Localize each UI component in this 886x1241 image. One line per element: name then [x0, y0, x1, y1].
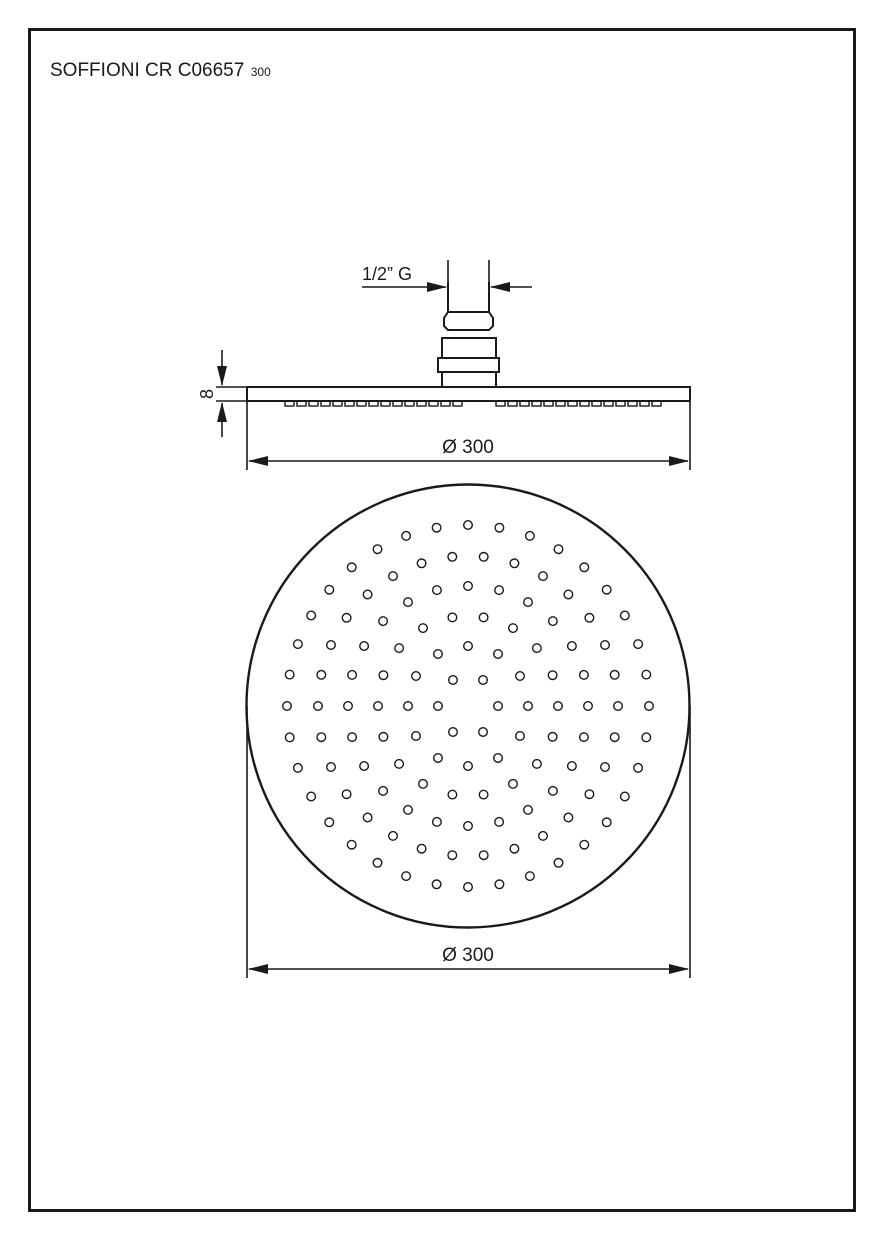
nozzle-hole [347, 840, 356, 849]
nozzle-hole [402, 532, 411, 541]
connector-base [442, 372, 496, 387]
nozzle-hole [419, 624, 428, 633]
nozzle-hole [412, 672, 421, 681]
nozzle-hole [464, 642, 473, 651]
nozzle-hole [494, 702, 503, 711]
nozzle-hole [373, 545, 382, 554]
nozzle-hole [549, 787, 558, 796]
nozzle-hole [433, 818, 442, 827]
nozzle-hole [548, 733, 557, 742]
nozzle-hole [524, 806, 533, 815]
nozzle-hole [495, 586, 504, 595]
nozzle-hole [464, 762, 473, 771]
nozzle-hole [360, 762, 369, 771]
nozzle-hole [584, 702, 593, 711]
nozzle-hole [602, 818, 611, 827]
nozzle-hole [479, 728, 488, 737]
nozzle-hole [464, 883, 473, 892]
nozzle-hole [402, 872, 411, 881]
side-diameter-dimension [247, 401, 690, 470]
side-view [247, 282, 690, 406]
nozzle-hole [464, 582, 473, 591]
nozzle-hole [580, 840, 589, 849]
nozzle-hole [580, 733, 589, 742]
nozzle-hole [509, 624, 518, 633]
nozzle-hole [285, 733, 294, 742]
nozzle-hole [432, 523, 441, 532]
nozzle-hole [285, 670, 294, 679]
nozzle-hole [580, 671, 589, 680]
nozzle-hole [568, 642, 577, 651]
nozzle-hole [494, 754, 503, 763]
shower-plate [247, 387, 690, 401]
nozzle-hole [389, 572, 398, 581]
shower-face [247, 485, 690, 928]
nozzle-hole [448, 613, 457, 622]
nozzle-hole [379, 787, 388, 796]
front-diameter-dimension [247, 706, 690, 978]
product-size: 300 [250, 65, 271, 79]
nozzle-hole [342, 790, 351, 799]
nozzle-hole [347, 563, 356, 572]
nozzle-hole [554, 545, 563, 554]
nozzle-hole [495, 818, 504, 827]
nozzle-hole [549, 617, 558, 626]
nozzle-hole [317, 733, 326, 742]
nozzle-hole [585, 790, 594, 799]
nozzle-hole [432, 880, 441, 889]
nozzle-hole [634, 764, 643, 773]
nozzle-hole [449, 728, 458, 737]
nozzle-hole [317, 671, 326, 680]
nozzle-hole [449, 676, 458, 685]
nozzle-hole [510, 844, 519, 853]
nozzle-hole [610, 733, 619, 742]
nozzle-hole [434, 702, 443, 711]
nozzle-hole [621, 611, 630, 620]
nozzle-hole [327, 641, 336, 650]
nozzle-hole [621, 792, 630, 801]
nozzle-hole [614, 702, 623, 711]
nozzle-hole [348, 671, 357, 680]
nozzle-hole [417, 844, 426, 853]
nozzle-hole [360, 642, 369, 651]
nozzle-hole [433, 586, 442, 595]
thickness-label: 8 [197, 388, 217, 400]
nozzle-hole [327, 763, 336, 772]
nozzle-hole [363, 590, 372, 599]
nozzle-hole [524, 598, 533, 607]
nozzle-hole [516, 672, 525, 681]
nozzle-hole [479, 676, 488, 685]
nozzle-hole [526, 532, 535, 541]
nozzle-hole [601, 641, 610, 650]
nozzle-hole [601, 763, 610, 772]
nozzle-hole [363, 813, 372, 822]
nozzle-hole [516, 732, 525, 741]
nozzle-hole [479, 851, 488, 860]
nozzle-hole [379, 733, 388, 742]
nozzle-hole [434, 754, 443, 763]
nozzle-hole [417, 559, 426, 568]
nozzle-hole [464, 822, 473, 831]
product-code: SOFFIONI CR C06657 [50, 60, 245, 81]
nozzle-hole [509, 780, 518, 789]
front-diameter-label: Ø 300 [442, 945, 494, 966]
nozzle-hole [564, 590, 573, 599]
nozzle-hole [448, 790, 457, 799]
connector-nut [444, 312, 493, 330]
nozzle-hole [526, 872, 535, 881]
connector-collar [442, 338, 496, 358]
connection-label: 1/2” G [362, 264, 413, 284]
nozzle-hole [642, 670, 651, 679]
nozzle-hole [448, 851, 457, 860]
nozzle-field [283, 521, 654, 892]
nozzle-hole [580, 563, 589, 572]
nozzle-hole [283, 702, 292, 711]
nozzle-hole [494, 650, 503, 659]
nozzle-hole [533, 644, 542, 653]
nozzle-hole [554, 859, 563, 868]
nozzle-hole [374, 702, 383, 711]
nozzle-hole [634, 640, 643, 649]
nozzle-hole [325, 585, 334, 594]
nozzle-hole [307, 792, 316, 801]
nozzle-hole [479, 553, 488, 562]
nozzle-hole [389, 832, 398, 841]
nozzle-hole [479, 790, 488, 799]
nozzle-hole [373, 859, 382, 868]
nozzle-hole [325, 818, 334, 827]
nozzle-hole [448, 553, 457, 562]
nozzle-hole [404, 598, 413, 607]
thickness-dimension [216, 350, 247, 437]
nozzle-hole [379, 617, 388, 626]
nozzle-hole [294, 640, 303, 649]
nozzle-hole [510, 559, 519, 568]
nozzle-hole [548, 671, 557, 680]
nozzle-hole [419, 780, 428, 789]
nozzle-hole [495, 523, 504, 532]
nozzle-hole [524, 702, 533, 711]
nozzle-hole [554, 702, 563, 711]
front-view [247, 485, 690, 928]
nozzle-hole [645, 702, 654, 711]
connector-ring [438, 358, 499, 372]
nozzle-hole [602, 585, 611, 594]
nozzle-hole [404, 702, 413, 711]
nozzle-hole [434, 650, 443, 659]
nozzle-hole [479, 613, 488, 622]
nozzle-hole [344, 702, 353, 711]
connector-pipe [448, 282, 489, 312]
nozzle-hole [539, 832, 548, 841]
nozzle-hole [495, 880, 504, 889]
nozzle-hole [294, 764, 303, 773]
nozzle-hole [404, 806, 413, 815]
nozzle-hole [539, 572, 548, 581]
nozzle-hole [342, 614, 351, 623]
nozzle-hole [568, 762, 577, 771]
side-diameter-label: Ø 300 [442, 437, 494, 458]
nozzle-hole [307, 611, 316, 620]
nozzle-hole [610, 671, 619, 680]
nozzle-hole [533, 760, 542, 769]
nozzle-hole [585, 614, 594, 623]
nozzle-hole [642, 733, 651, 742]
nozzle-hole [412, 732, 421, 741]
nozzle-hole [348, 733, 357, 742]
nozzle-hole [564, 813, 573, 822]
nozzle-hole [464, 521, 473, 530]
nozzle-hole [314, 702, 323, 711]
nozzle-hole [379, 671, 388, 680]
nozzle-hole [395, 644, 404, 653]
nozzle-hole [395, 760, 404, 769]
